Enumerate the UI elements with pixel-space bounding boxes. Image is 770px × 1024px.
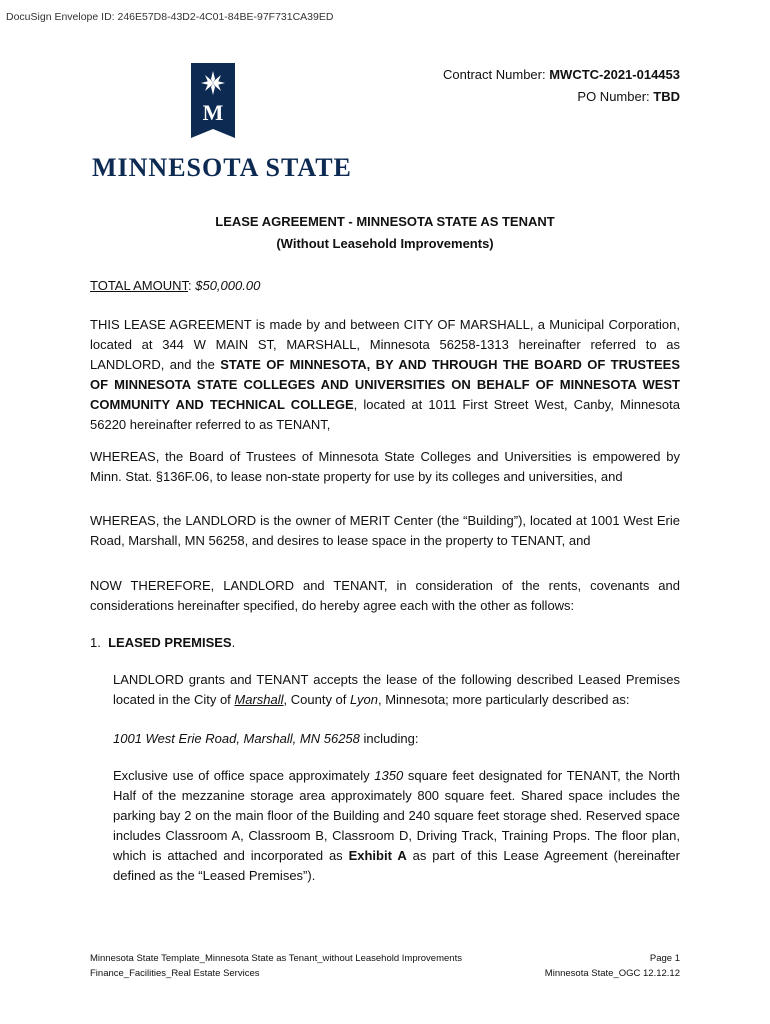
now-therefore-paragraph: NOW THEREFORE, LANDLORD and TENANT, in consideration of the rents, covenants and considerations hereinafter specified, do hereby agree each with the other as follows: — [90, 578, 680, 613]
document-title: LEASE AGREEMENT - MINNESOTA STATE AS TENANT — [215, 214, 555, 229]
grant-text-3: , Minnesota; more particularly described as: — [377, 692, 630, 707]
address-suffix: including: — [359, 731, 419, 746]
intro-tenant-name: STATE OF MINNESOTA, BY AND THROUGH THE BOARD OF TRUSTEES OF MINNESOTA STATE COLLEGES AND UNIVERSITIES ON BEHALF OF MINNESOTA WEST COMMUNITY AND TECHNICAL COLLEGE — [90, 357, 680, 412]
premises-address — [113, 729, 680, 749]
section-title: LEASED PREMISES — [108, 635, 232, 650]
contract-number-value: MWCTC-2021-014453 — [549, 67, 680, 82]
footer-left — [90, 951, 462, 981]
document-subtitle: (Without Leasehold Improvements) — [276, 236, 494, 251]
intro-text-1: THIS LEASE AGREEMENT is made by and between CITY OF MARSHALL, a Municipal Corporation, located at 344 W MAIN ST, MARSHALL, Minnesota 56258-1313 hereinafter referred to as LANDLORD, and the — [90, 317, 680, 372]
grant-text-1: LANDLORD grants and TENANT accepts the lease of the following described Leased Premises located in the City of — [113, 672, 680, 707]
minnesota-state-logo-icon — [191, 63, 235, 138]
section-title-period: . — [231, 635, 236, 650]
footer-template-name: Minnesota State Template_Minnesota State as Tenant_without Leasehold Improvements — [90, 953, 462, 964]
desc-text-2: square feet designated for TENANT, the North Half of the mezzanine storage area approximately 800 square feet. Shared space includes the parking bay 2 on the main floor of the Building and 240 square feet storage shed. Reserved space includes Classroom A, Classroom B, Classroom D, Driving Track, Training Props. The floor plan, which is attached and incorporated as — [113, 768, 681, 863]
intro-text-2: , located at 1011 First Street West, Canby, Minnesota 56220 hereinafter referred to as TENANT, — [90, 397, 680, 432]
desc-text-1: Exclusive use of office space approximately — [113, 768, 375, 783]
contract-number-label: Contract Number: — [443, 67, 546, 82]
leased-premises-grant — [113, 670, 680, 710]
county-name: Lyon — [350, 692, 378, 707]
total-amount-value: $50,000.00 — [195, 278, 261, 293]
svg-text:M: M — [202, 100, 224, 125]
address-text: 1001 West Erie Road, Marshall, MN 56258 — [113, 731, 360, 746]
grant-text-2: , County of — [283, 692, 351, 707]
intro-paragraph — [90, 315, 680, 435]
whereas-paragraph-2: WHEREAS, the LANDLORD is the owner of MERIT Center (the “Building”), located at 1001 West Erie Road, Marshall, MN 56258, and desires to lease space in the property to TENANT, and — [90, 513, 680, 548]
section-1-heading — [90, 633, 680, 653]
contract-header — [443, 64, 680, 108]
desc-text-3: as part of this Lease Agreement (hereinafter defined as the “Leased Premises”). — [113, 848, 680, 883]
po-number-value: TBD — [653, 89, 680, 104]
exhibit-reference: Exhibit A — [348, 848, 407, 863]
po-number-label: PO Number: — [577, 89, 650, 104]
logo-wordmark: MINNESOTA STATE — [92, 153, 352, 182]
whereas-paragraph-1: WHEREAS, the Board of Trustees of Minnesota State Colleges and Universities is empowered by Minn. Stat. §136F.06, to lease non-state property for use by its colleges and universities, and — [90, 449, 680, 484]
total-amount: TOTAL AMOUNT: $50,000.00 — [90, 278, 261, 293]
page-number: Page 1 — [649, 953, 680, 964]
footer-right — [545, 951, 680, 981]
city-name: Marshall — [234, 692, 284, 707]
docusign-envelope-id: DocuSign Envelope ID: 246E57D8-43D2-4C01-84BE-97F731CA39ED — [6, 11, 334, 23]
footer-department: Finance_Facilities_Real Estate Services — [90, 968, 260, 979]
sqft-value: 1350 — [374, 768, 404, 783]
total-amount-label: TOTAL AMOUNT — [90, 278, 188, 293]
premises-description — [113, 766, 680, 886]
footer-version: Minnesota State_OGC 12.12.12 — [544, 968, 680, 979]
section-number: 1. — [90, 635, 101, 650]
